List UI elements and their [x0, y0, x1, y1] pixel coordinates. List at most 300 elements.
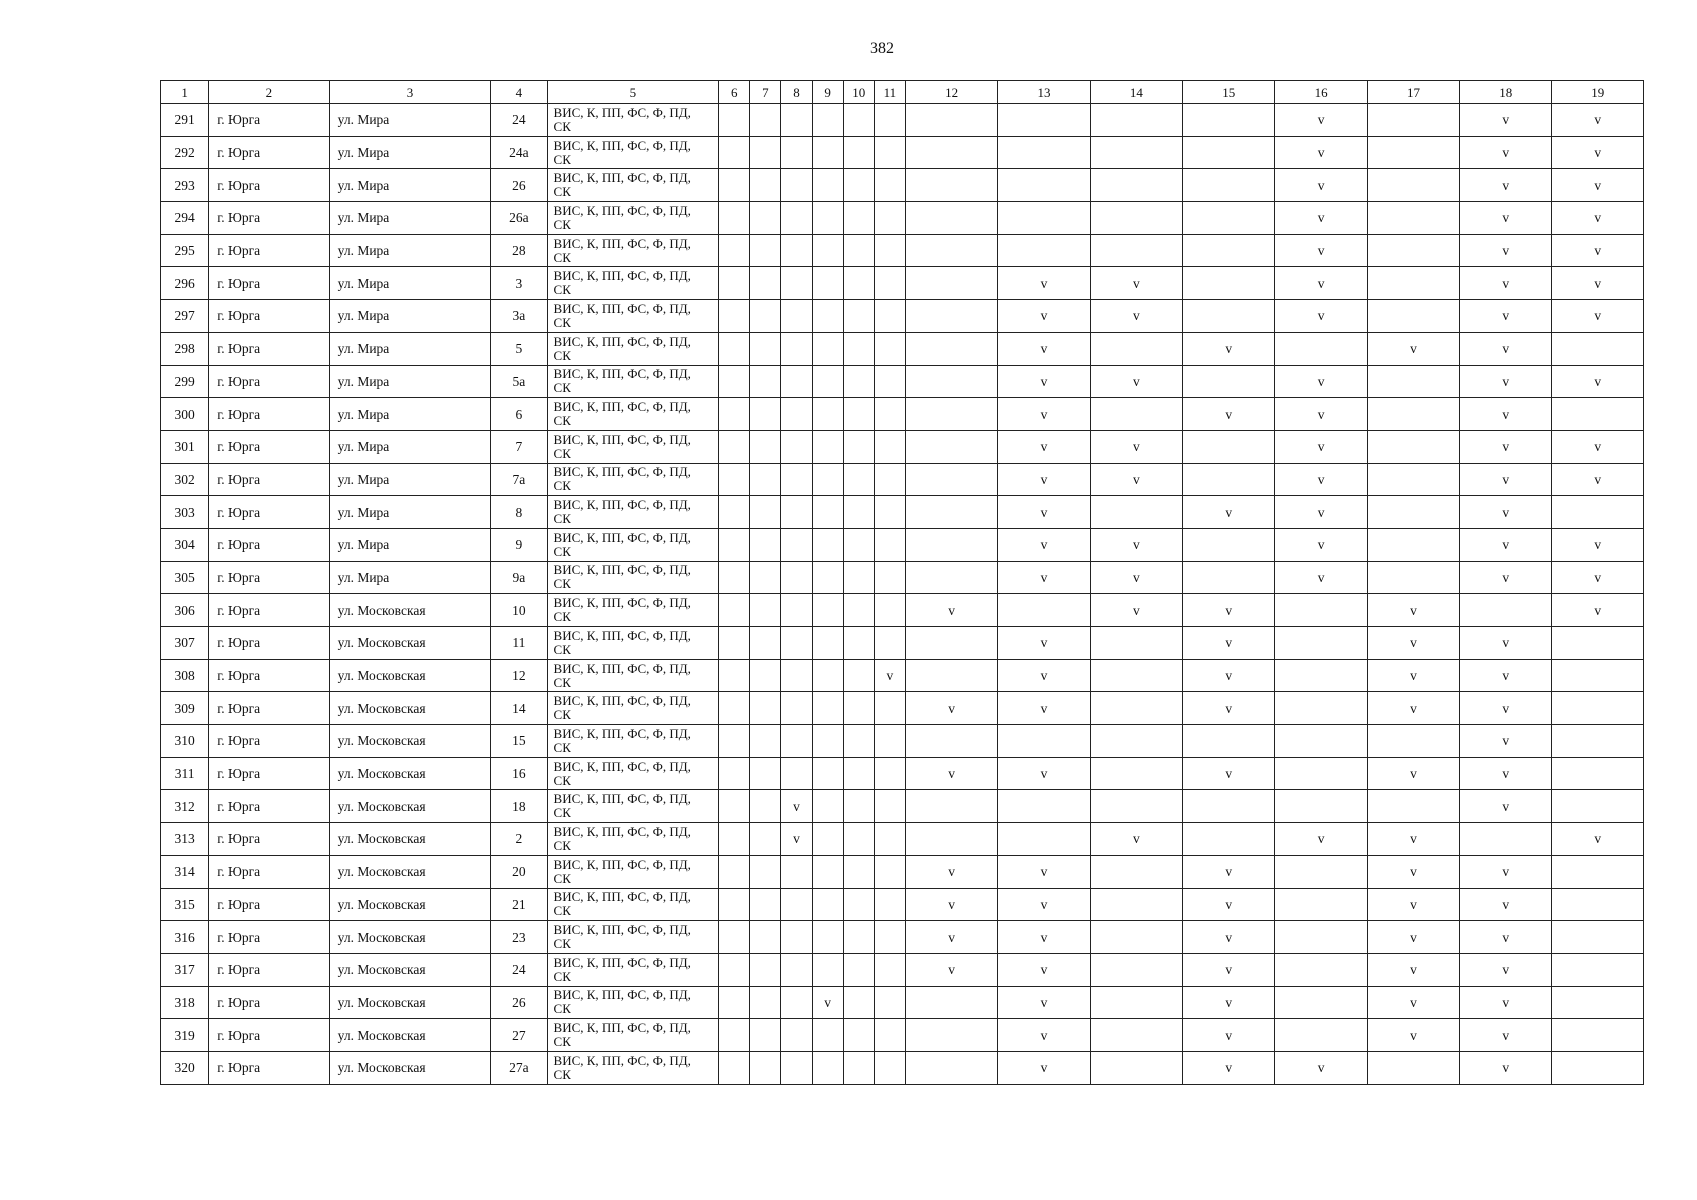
mark-cell [750, 136, 781, 169]
mark-cell [998, 104, 1090, 137]
street-cell: ул. Московская [329, 921, 491, 954]
mark-cell [843, 104, 874, 137]
mark-cell: v [998, 692, 1090, 725]
city-cell: г. Юрга [209, 267, 329, 300]
mark-cell [1183, 790, 1275, 823]
mark-cell [781, 104, 812, 137]
house-number-cell: 24 [491, 104, 547, 137]
mark-cell: v [1090, 365, 1182, 398]
row-number-cell: 297 [161, 300, 209, 333]
mark-cell: v [1275, 234, 1367, 267]
mark-cell [812, 953, 843, 986]
mark-cell: v [1552, 528, 1644, 561]
mark-cell [905, 169, 997, 202]
mark-cell [1552, 659, 1644, 692]
mark-cell [874, 594, 905, 627]
mark-cell: v [998, 921, 1090, 954]
mark-cell [812, 725, 843, 758]
mark-cell: v [1460, 627, 1552, 660]
table-row [161, 234, 1644, 267]
work-types-cell: ВИС, К, ПП, ФС, Ф, ПД, СК [547, 986, 719, 1019]
work-types-cell: ВИС, К, ПП, ФС, Ф, ПД, СК [547, 594, 719, 627]
mark-cell [874, 725, 905, 758]
house-number-cell: 8 [491, 496, 547, 529]
street-cell: ул. Мира [329, 332, 491, 365]
mark-cell [1367, 398, 1459, 431]
mark-cell: v [998, 430, 1090, 463]
mark-cell [812, 267, 843, 300]
mark-cell [843, 823, 874, 856]
house-number-cell: 5а [491, 365, 547, 398]
row-number-cell: 310 [161, 725, 209, 758]
row-number-cell: 300 [161, 398, 209, 431]
mark-cell: v [905, 757, 997, 790]
mark-cell [719, 169, 750, 202]
street-cell: ул. Московская [329, 888, 491, 921]
street-cell: ул. Мира [329, 300, 491, 333]
mark-cell: v [1183, 496, 1275, 529]
row-number-cell: 291 [161, 104, 209, 137]
mark-cell [905, 790, 997, 823]
mark-cell: v [1460, 659, 1552, 692]
mark-cell [874, 398, 905, 431]
street-cell: ул. Московская [329, 725, 491, 758]
work-types-cell: ВИС, К, ПП, ФС, Ф, ПД, СК [547, 692, 719, 725]
work-types-cell: ВИС, К, ПП, ФС, Ф, ПД, СК [547, 790, 719, 823]
mark-cell [1367, 169, 1459, 202]
row-number-cell: 309 [161, 692, 209, 725]
mark-cell [719, 594, 750, 627]
house-number-cell: 2 [491, 823, 547, 856]
mark-cell [905, 430, 997, 463]
mark-cell: v [998, 627, 1090, 660]
work-types-cell: ВИС, К, ПП, ФС, Ф, ПД, СК [547, 823, 719, 856]
street-cell: ул. Мира [329, 528, 491, 561]
mark-cell [843, 234, 874, 267]
mark-cell [781, 953, 812, 986]
street-cell: ул. Мира [329, 202, 491, 235]
mark-cell: v [1460, 921, 1552, 954]
mark-cell [1367, 463, 1459, 496]
mark-cell: v [1460, 234, 1552, 267]
row-number-cell: 319 [161, 1019, 209, 1052]
mark-cell: v [998, 659, 1090, 692]
table-row [161, 136, 1644, 169]
mark-cell [812, 202, 843, 235]
mark-cell [781, 528, 812, 561]
mark-cell: v [998, 757, 1090, 790]
mark-cell: v [1090, 463, 1182, 496]
mark-cell [843, 528, 874, 561]
street-cell: ул. Мира [329, 267, 491, 300]
mark-cell: v [1183, 888, 1275, 921]
mark-cell: v [1460, 365, 1552, 398]
column-header: 15 [1183, 81, 1275, 104]
mark-cell [905, 528, 997, 561]
work-types-cell: ВИС, К, ПП, ФС, Ф, ПД, СК [547, 659, 719, 692]
page-number: 382 [870, 40, 894, 57]
mark-cell [719, 692, 750, 725]
row-number-cell: 293 [161, 169, 209, 202]
mark-cell [1090, 986, 1182, 1019]
mark-cell [750, 528, 781, 561]
table-row [161, 659, 1644, 692]
mark-cell: v [1460, 463, 1552, 496]
mark-cell: v [1183, 692, 1275, 725]
mark-cell [750, 561, 781, 594]
column-header: 3 [329, 81, 491, 104]
mark-cell: v [1552, 594, 1644, 627]
street-cell: ул. Мира [329, 234, 491, 267]
mark-cell: v [1183, 659, 1275, 692]
mark-cell: v [1552, 169, 1644, 202]
house-number-cell: 9а [491, 561, 547, 594]
street-cell: ул. Московская [329, 627, 491, 660]
house-number-cell: 27 [491, 1019, 547, 1052]
mark-cell: v [1460, 332, 1552, 365]
mark-cell [812, 627, 843, 660]
mark-cell [781, 300, 812, 333]
table-row [161, 267, 1644, 300]
row-number-cell: 307 [161, 627, 209, 660]
mark-cell [1460, 823, 1552, 856]
street-cell: ул. Московская [329, 1019, 491, 1052]
row-number-cell: 308 [161, 659, 209, 692]
row-number-cell: 313 [161, 823, 209, 856]
mark-cell [874, 169, 905, 202]
mark-cell [1275, 986, 1367, 1019]
mark-cell [750, 104, 781, 137]
mark-cell [1552, 757, 1644, 790]
mark-cell [1275, 790, 1367, 823]
mark-cell: v [1367, 332, 1459, 365]
house-number-cell: 11 [491, 627, 547, 660]
street-cell: ул. Московская [329, 757, 491, 790]
mark-cell [781, 986, 812, 1019]
mark-cell: v [1552, 234, 1644, 267]
mark-cell [781, 659, 812, 692]
mark-cell [1367, 267, 1459, 300]
mark-cell [719, 300, 750, 333]
mark-cell [781, 725, 812, 758]
mark-cell: v [1090, 823, 1182, 856]
house-number-cell: 7а [491, 463, 547, 496]
work-types-cell: ВИС, К, ПП, ФС, Ф, ПД, СК [547, 528, 719, 561]
column-header: 11 [874, 81, 905, 104]
mark-cell: v [998, 463, 1090, 496]
city-cell: г. Юрга [209, 594, 329, 627]
mark-cell [1183, 267, 1275, 300]
mark-cell [843, 202, 874, 235]
mark-cell: v [1183, 1019, 1275, 1052]
mark-cell [719, 136, 750, 169]
mark-cell [874, 496, 905, 529]
mark-cell [874, 463, 905, 496]
mark-cell [812, 659, 843, 692]
mark-cell: v [1275, 1051, 1367, 1084]
mark-cell: v [1460, 953, 1552, 986]
mark-cell: v [998, 953, 1090, 986]
mark-cell [1090, 953, 1182, 986]
street-cell: ул. Мира [329, 496, 491, 529]
mark-cell [750, 855, 781, 888]
mark-cell [1367, 1051, 1459, 1084]
mark-cell [1183, 725, 1275, 758]
mark-cell [1367, 430, 1459, 463]
row-number-cell: 318 [161, 986, 209, 1019]
mark-cell [1090, 921, 1182, 954]
mark-cell: v [1275, 267, 1367, 300]
row-number-cell: 312 [161, 790, 209, 823]
table-row [161, 561, 1644, 594]
mark-cell: v [1367, 921, 1459, 954]
mark-cell [905, 1051, 997, 1084]
mark-cell [998, 136, 1090, 169]
street-cell: ул. Мира [329, 104, 491, 137]
mark-cell [843, 888, 874, 921]
mark-cell [781, 430, 812, 463]
mark-cell [812, 855, 843, 888]
work-types-cell: ВИС, К, ПП, ФС, Ф, ПД, СК [547, 104, 719, 137]
mark-cell [719, 561, 750, 594]
mark-cell [750, 790, 781, 823]
row-number-cell: 320 [161, 1051, 209, 1084]
mark-cell: v [1275, 463, 1367, 496]
mark-cell: v [1275, 300, 1367, 333]
mark-cell [781, 202, 812, 235]
mark-cell: v [905, 953, 997, 986]
mark-cell: v [1460, 692, 1552, 725]
mark-cell [1275, 627, 1367, 660]
street-cell: ул. Московская [329, 594, 491, 627]
table-row [161, 594, 1644, 627]
mark-cell: v [998, 855, 1090, 888]
row-number-cell: 315 [161, 888, 209, 921]
mark-cell [812, 888, 843, 921]
mark-cell: v [1552, 463, 1644, 496]
column-header: 18 [1460, 81, 1552, 104]
house-number-cell: 12 [491, 659, 547, 692]
mark-cell [812, 1019, 843, 1052]
mark-cell [905, 136, 997, 169]
column-header: 16 [1275, 81, 1367, 104]
mark-cell [1275, 659, 1367, 692]
mark-cell [843, 300, 874, 333]
mark-cell [843, 561, 874, 594]
mark-cell [750, 953, 781, 986]
house-number-cell: 23 [491, 921, 547, 954]
mark-cell [1090, 104, 1182, 137]
mark-cell [905, 202, 997, 235]
mark-cell: v [1183, 594, 1275, 627]
mark-cell: v [1183, 627, 1275, 660]
mark-cell: v [905, 855, 997, 888]
mark-cell [781, 757, 812, 790]
mark-cell [874, 855, 905, 888]
table-row [161, 986, 1644, 1019]
mark-cell [843, 332, 874, 365]
mark-cell [874, 1019, 905, 1052]
mark-cell [998, 823, 1090, 856]
house-number-cell: 14 [491, 692, 547, 725]
row-number-cell: 314 [161, 855, 209, 888]
city-cell: г. Юрга [209, 888, 329, 921]
mark-cell: v [1183, 986, 1275, 1019]
mark-cell [1275, 1019, 1367, 1052]
mark-cell [781, 332, 812, 365]
mark-cell [781, 1019, 812, 1052]
mark-cell [905, 986, 997, 1019]
city-cell: г. Юрга [209, 659, 329, 692]
mark-cell [905, 725, 997, 758]
mark-cell: v [1367, 855, 1459, 888]
mark-cell [781, 234, 812, 267]
mark-cell [1275, 757, 1367, 790]
mark-cell: v [1460, 430, 1552, 463]
work-types-cell: ВИС, К, ПП, ФС, Ф, ПД, СК [547, 921, 719, 954]
mark-cell [998, 234, 1090, 267]
mark-cell: v [1552, 267, 1644, 300]
house-number-cell: 26 [491, 986, 547, 1019]
city-cell: г. Юрга [209, 300, 329, 333]
mark-cell [1090, 496, 1182, 529]
house-number-cell: 27а [491, 1051, 547, 1084]
mark-cell [719, 398, 750, 431]
row-number-cell: 302 [161, 463, 209, 496]
mark-cell [812, 1051, 843, 1084]
mark-cell [843, 136, 874, 169]
street-cell: ул. Московская [329, 855, 491, 888]
mark-cell: v [1367, 823, 1459, 856]
house-number-cell: 6 [491, 398, 547, 431]
mark-cell: v [1183, 921, 1275, 954]
house-number-cell: 24а [491, 136, 547, 169]
table-row [161, 921, 1644, 954]
mark-cell [1183, 463, 1275, 496]
mark-cell [905, 463, 997, 496]
mark-cell [1367, 561, 1459, 594]
mark-cell [905, 104, 997, 137]
mark-cell [781, 627, 812, 660]
mark-cell [1090, 332, 1182, 365]
mark-cell: v [998, 267, 1090, 300]
mark-cell: v [1183, 757, 1275, 790]
mark-cell [1552, 953, 1644, 986]
mark-cell [905, 823, 997, 856]
mark-cell: v [1367, 757, 1459, 790]
mark-cell: v [1183, 953, 1275, 986]
mark-cell: v [1460, 1019, 1552, 1052]
mark-cell [874, 430, 905, 463]
mark-cell: v [1460, 528, 1552, 561]
table-row [161, 463, 1644, 496]
mark-cell [874, 104, 905, 137]
mark-cell [750, 888, 781, 921]
mark-cell [1367, 104, 1459, 137]
table-row [161, 757, 1644, 790]
mark-cell: v [1275, 823, 1367, 856]
mark-cell [1552, 496, 1644, 529]
mark-cell [1367, 136, 1459, 169]
mark-cell: v [1460, 561, 1552, 594]
mark-cell: v [1367, 692, 1459, 725]
mark-cell: v [1183, 1051, 1275, 1084]
mark-cell: v [1367, 888, 1459, 921]
mark-cell [905, 561, 997, 594]
city-cell: г. Юрга [209, 1019, 329, 1052]
work-types-cell: ВИС, К, ПП, ФС, Ф, ПД, СК [547, 234, 719, 267]
city-cell: г. Юрга [209, 757, 329, 790]
mark-cell [750, 757, 781, 790]
city-cell: г. Юрга [209, 921, 329, 954]
mark-cell [1090, 659, 1182, 692]
street-cell: ул. Московская [329, 823, 491, 856]
mark-cell [843, 725, 874, 758]
table-row [161, 202, 1644, 235]
mark-cell: v [998, 332, 1090, 365]
mark-cell: v [1275, 561, 1367, 594]
mark-cell [874, 300, 905, 333]
city-cell: г. Юрга [209, 627, 329, 660]
work-types-cell: ВИС, К, ПП, ФС, Ф, ПД, СК [547, 725, 719, 758]
mark-cell: v [1275, 496, 1367, 529]
column-header: 13 [998, 81, 1090, 104]
mark-cell: v [812, 986, 843, 1019]
mark-cell [1183, 561, 1275, 594]
street-cell: ул. Мира [329, 365, 491, 398]
mark-cell: v [1460, 136, 1552, 169]
mark-cell [750, 398, 781, 431]
mark-cell [905, 267, 997, 300]
mark-cell [874, 823, 905, 856]
mark-cell [1183, 300, 1275, 333]
mark-cell: v [1460, 855, 1552, 888]
mark-cell: v [1460, 398, 1552, 431]
mark-cell [1275, 594, 1367, 627]
mark-cell: v [998, 1019, 1090, 1052]
mark-cell [781, 496, 812, 529]
mark-cell [812, 692, 843, 725]
work-types-cell: ВИС, К, ПП, ФС, Ф, ПД, СК [547, 463, 719, 496]
house-number-cell: 24 [491, 953, 547, 986]
mark-cell [843, 365, 874, 398]
house-number-cell: 21 [491, 888, 547, 921]
mark-cell [1460, 594, 1552, 627]
mark-cell [1090, 790, 1182, 823]
mark-cell [843, 1051, 874, 1084]
mark-cell [1183, 528, 1275, 561]
mark-cell: v [1460, 202, 1552, 235]
work-types-cell: ВИС, К, ПП, ФС, Ф, ПД, СК [547, 365, 719, 398]
mark-cell [1552, 790, 1644, 823]
mark-cell [750, 332, 781, 365]
mark-cell [1183, 234, 1275, 267]
mark-cell [1183, 136, 1275, 169]
house-number-cell: 3 [491, 267, 547, 300]
table-row [161, 365, 1644, 398]
mark-cell [812, 430, 843, 463]
table-row [161, 790, 1644, 823]
table-row [161, 627, 1644, 660]
mark-cell [750, 659, 781, 692]
mark-cell [843, 921, 874, 954]
work-types-cell: ВИС, К, ПП, ФС, Ф, ПД, СК [547, 169, 719, 202]
mark-cell: v [1183, 398, 1275, 431]
house-number-cell: 15 [491, 725, 547, 758]
mark-cell [874, 986, 905, 1019]
mark-cell [750, 496, 781, 529]
mark-cell [719, 430, 750, 463]
